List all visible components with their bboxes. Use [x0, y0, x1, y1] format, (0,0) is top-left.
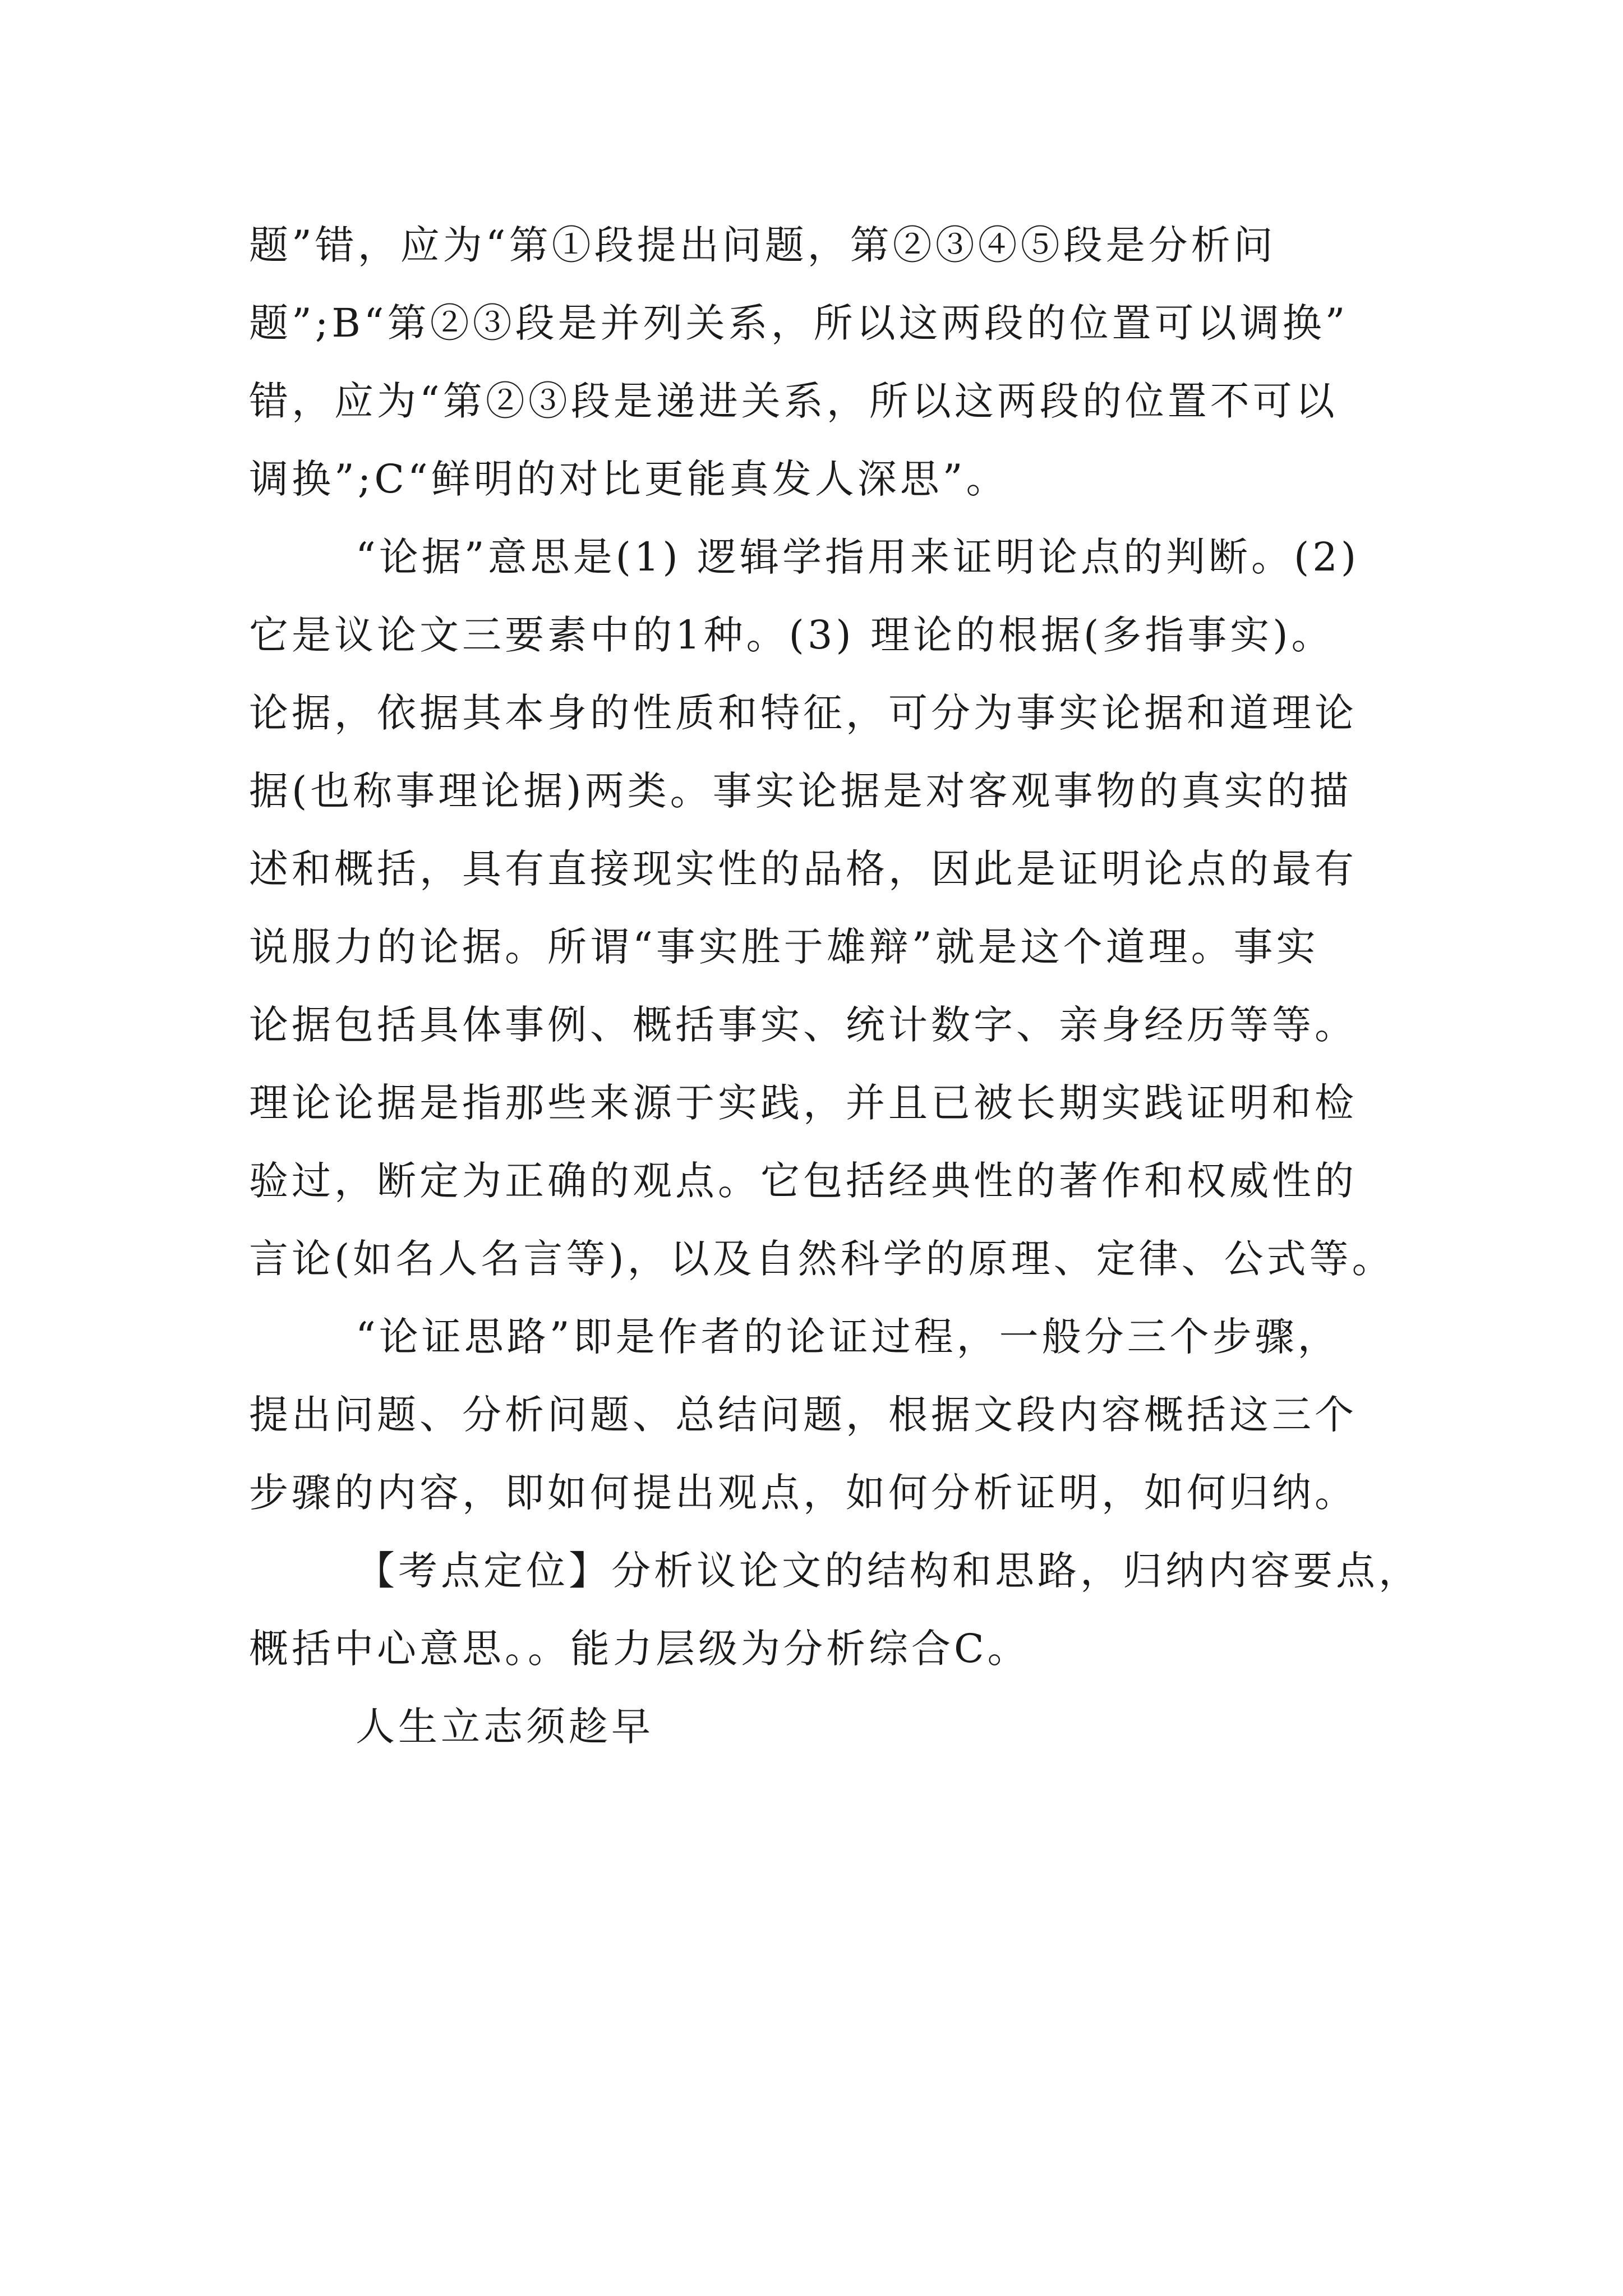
- text-line: 理论论据是指那些来源于实践，并且已被长期实践证明和检: [249, 1080, 1357, 1126]
- text-line: 提出问题、分析问题、总结问题，根据文段内容概括这三个: [249, 1392, 1357, 1438]
- text-line: 概括中心意思。。能力层级为分析综合C。: [249, 1626, 1030, 1672]
- text-line: 言论(如名人名言等)，以及自然科学的原理、定律、公式等。: [249, 1236, 1395, 1282]
- text-line: 错，应为“第②③段是递进关系，所以这两段的位置不可以: [249, 378, 1338, 424]
- text-line: 验过，断定为正确的观点。它包括经典性的著作和权威性的: [249, 1158, 1357, 1204]
- body-text: [249, 206, 1421, 1766]
- section-heading: 人生立志须趁早: [356, 1704, 654, 1750]
- text-line: 步骤的内容，即如何提出观点，如何分析证明，如何归纳。: [249, 1470, 1357, 1516]
- text-line: 说服力的论据。所谓“事实胜于雄辩”就是这个道理。事实: [249, 924, 1319, 970]
- text-line: 题”错，应为“第①段提出问题，第②③④⑤段是分析问: [249, 222, 1276, 268]
- paragraph-start-line: “论证思路”即是作者的论证过程，一般分三个步骤，: [356, 1314, 1340, 1360]
- text-line: 题”;B“第②③段是并列关系，所以这两段的位置可以调换”: [249, 300, 1349, 346]
- text-line: 述和概括，具有直接现实性的品格，因此是证明论点的最有: [249, 846, 1357, 892]
- text-line: 据(也称事理论据)两类。事实论据是对客观事物的真实的描: [249, 768, 1352, 814]
- text-line: 它是议论文三要素中的1种。(3) 理论的根据(多指事实)。: [249, 612, 1334, 658]
- text-line: 论据包括具体事例、概括事实、统计数字、亲身经历等等。: [249, 1002, 1357, 1048]
- text-line: 调换”;C“鲜明的对比更能真发人深思”。: [249, 456, 1009, 502]
- paragraph-start-line: 【考点定位】分析议论文的结构和思路，归纳内容要点，: [356, 1548, 1421, 1594]
- paragraph-start-line: “论据”意思是(1) 逻辑学指用来证明论点的判断。(2): [356, 534, 1360, 580]
- text-line: 论据，依据其本身的性质和特征，可分为事实论据和道理论: [249, 690, 1357, 736]
